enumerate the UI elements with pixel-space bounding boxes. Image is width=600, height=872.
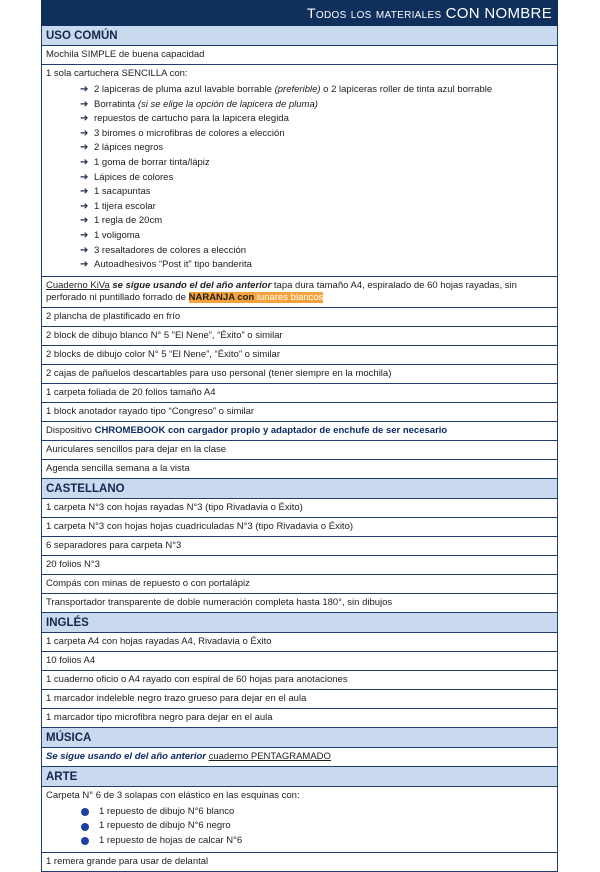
item-text: repuestos de cartucho para la lapicera elegida [94,113,289,125]
item-text: 1 regla de 20cm [94,215,163,227]
arrow-right-icon: ➔ [80,113,89,125]
cuaderno-row [41,277,558,308]
item-text: Autoadhesivos “Post it” tipo banderita [94,259,252,271]
list-item [80,819,553,834]
arrow-right-icon: ➔ [80,98,89,110]
section-musica: MÚSICA [41,728,558,748]
list-item: 1 cuaderno oficio o A4 rayado con espiral de 60 hojas para anotaciones [41,671,558,690]
list-item [80,834,553,849]
list-item [80,141,553,156]
arrow-right-icon: ➔ [80,259,89,271]
arrow-right-icon: ➔ [80,229,89,241]
materials-table [41,26,558,872]
item-text: 1 goma de borrar tinta/lápiz [94,156,210,168]
cuaderno-desc: tapa dura tamaño A4, espiralado de 60 hojas rayadas, sin perforado ni puntillado forrado de [46,279,517,303]
arte-list [46,802,553,849]
list-item [80,229,553,244]
list-item: 2 blocks de dibujo color N° 5 “El Nene”, “Éxito” o similar [41,346,558,365]
section-castellano: CASTELLANO [41,479,558,499]
list-item: 1 block anotador rayado tipo “Congreso” o similar [41,403,558,422]
item-note: (preferible) [274,84,321,95]
section-uso-comun: USO COMÚN [41,26,558,46]
musica-note: Se sigue usando el del año anterior [46,750,206,762]
list-item: Mochila SIMPLE de buena capacidad [41,46,558,65]
arte-carpeta-row [41,787,558,853]
list-item [80,127,553,142]
item-text: 1 sacapuntas [94,186,151,198]
item-text: 1 tijera escolar [94,200,156,212]
list-item: 10 folios A4 [41,652,558,671]
item-text: 2 lapiceras de pluma azul lavable borrable [94,84,275,95]
list-item [80,244,553,259]
list-item: Transportador transparente de doble numeración completa hasta 180°, sin dibujos [41,594,558,613]
musica-item: cuaderno PENTAGRAMADO [208,750,331,762]
item-text: 3 biromes o microfibras de colores a elección [94,127,285,139]
list-item: 1 carpeta A4 con hojas rayadas A4, Rivadavia o Éxito [41,633,558,652]
list-item [80,156,553,171]
arte-carpeta-label: Carpeta N° 6 de 3 solapas con elástico en las esquinas con: [46,789,300,801]
dot-icon [81,823,89,831]
list-item: 2 block de dibujo blanco N° 5 “El Nene”, “Éxito” o similar [41,327,558,346]
cartuchera-label: 1 sola cartuchera SENCILLA con: [46,68,188,79]
list-item: 2 plancha de plastificado en frío [41,308,558,327]
banner-prefix: Todos los materiales [307,5,442,21]
list-item [80,185,553,200]
item-text: Lápices de colores [94,171,174,183]
list-item: 1 marcador tipo microfibra negro para dejar en el aula [41,709,558,728]
item-text: 3 resaltadores de colores a elección [94,244,247,256]
arrow-right-icon: ➔ [80,171,89,183]
list-item: 20 folios N°3 [41,556,558,575]
list-item: 1 carpeta N°3 con hojas hojas cuadriculadas N°3 (tipo Rivadavia o Éxito) [41,518,558,537]
cartuchera-list [46,80,553,273]
device-name: CHROMEBOOK con cargador propio y adaptador de enchufe de ser necesario [94,424,448,436]
arrow-right-icon: ➔ [80,200,89,212]
arrow-right-icon: ➔ [80,127,89,139]
list-item [80,98,553,113]
list-item: Agenda sencilla semana a la vista [41,460,558,479]
item-note: (si se elige la opción de lapicera de pluma) [137,98,318,110]
list-item: 1 marcador indeleble negro trazo grueso para dejar en el aula [41,690,558,709]
list-item: 1 remera grande para usar de delantal [41,853,558,872]
list-item: 1 carpeta foliada de 20 folios tamaño A4 [41,384,558,403]
item-text: o 2 lapiceras roller de tinta azul borrable [320,84,493,95]
list-item [80,805,553,820]
arrow-right-icon: ➔ [80,215,89,227]
list-item: Compás con minas de repuesto o con portalápiz [41,575,558,594]
item-text: Dispositivo [46,424,95,436]
section-ingles: INGLÉS [41,613,558,633]
list-item [80,112,553,127]
title-banner [41,0,558,26]
list-item: 1 carpeta N°3 con hojas rayadas N°3 (tipo Rivadavia o Éxito) [41,499,558,518]
list-item [80,200,553,215]
cuaderno-note: se sigue usando el del año anterior [109,279,272,291]
arrow-right-icon: ➔ [80,186,89,198]
cartuchera-row [41,65,558,277]
arrow-right-icon: ➔ [80,142,89,154]
dot-icon [81,808,89,816]
list-item: 2 cajas de pañuelos descartables para uso personal (tener siempre en la mochila) [41,365,558,384]
list-item [80,214,553,229]
section-arte: ARTE [41,767,558,787]
cuaderno-pattern: lunares blancos [254,291,324,303]
cuaderno-name: Cuaderno KiVa [46,279,110,291]
list-item: Auriculares sencillos para dejar en la clase [41,441,558,460]
dot-icon [81,837,89,845]
banner-strong: CON NOMBRE [445,5,552,22]
item-text: 1 repuesto de hojas de calcar N°6 [99,834,243,846]
item-text: 2 lápices negros [94,142,164,154]
list-item [80,83,553,98]
arrow-right-icon: ➔ [80,84,89,95]
list-item: 6 separadores para carpeta N°3 [41,537,558,556]
list-item [80,258,553,273]
item-text: 1 voligoma [94,229,140,241]
item-text: 1 repuesto de dibujo N°6 blanco [99,805,235,817]
device-row [41,422,558,441]
cuaderno-color: NARANJA con [188,291,255,303]
arrow-right-icon: ➔ [80,156,89,168]
item-text: Borratinta [94,98,138,110]
musica-row [41,748,558,767]
item-text: 1 repuesto de dibujo N°6 negro [99,820,231,832]
arrow-right-icon: ➔ [80,244,89,256]
list-item [80,171,553,186]
